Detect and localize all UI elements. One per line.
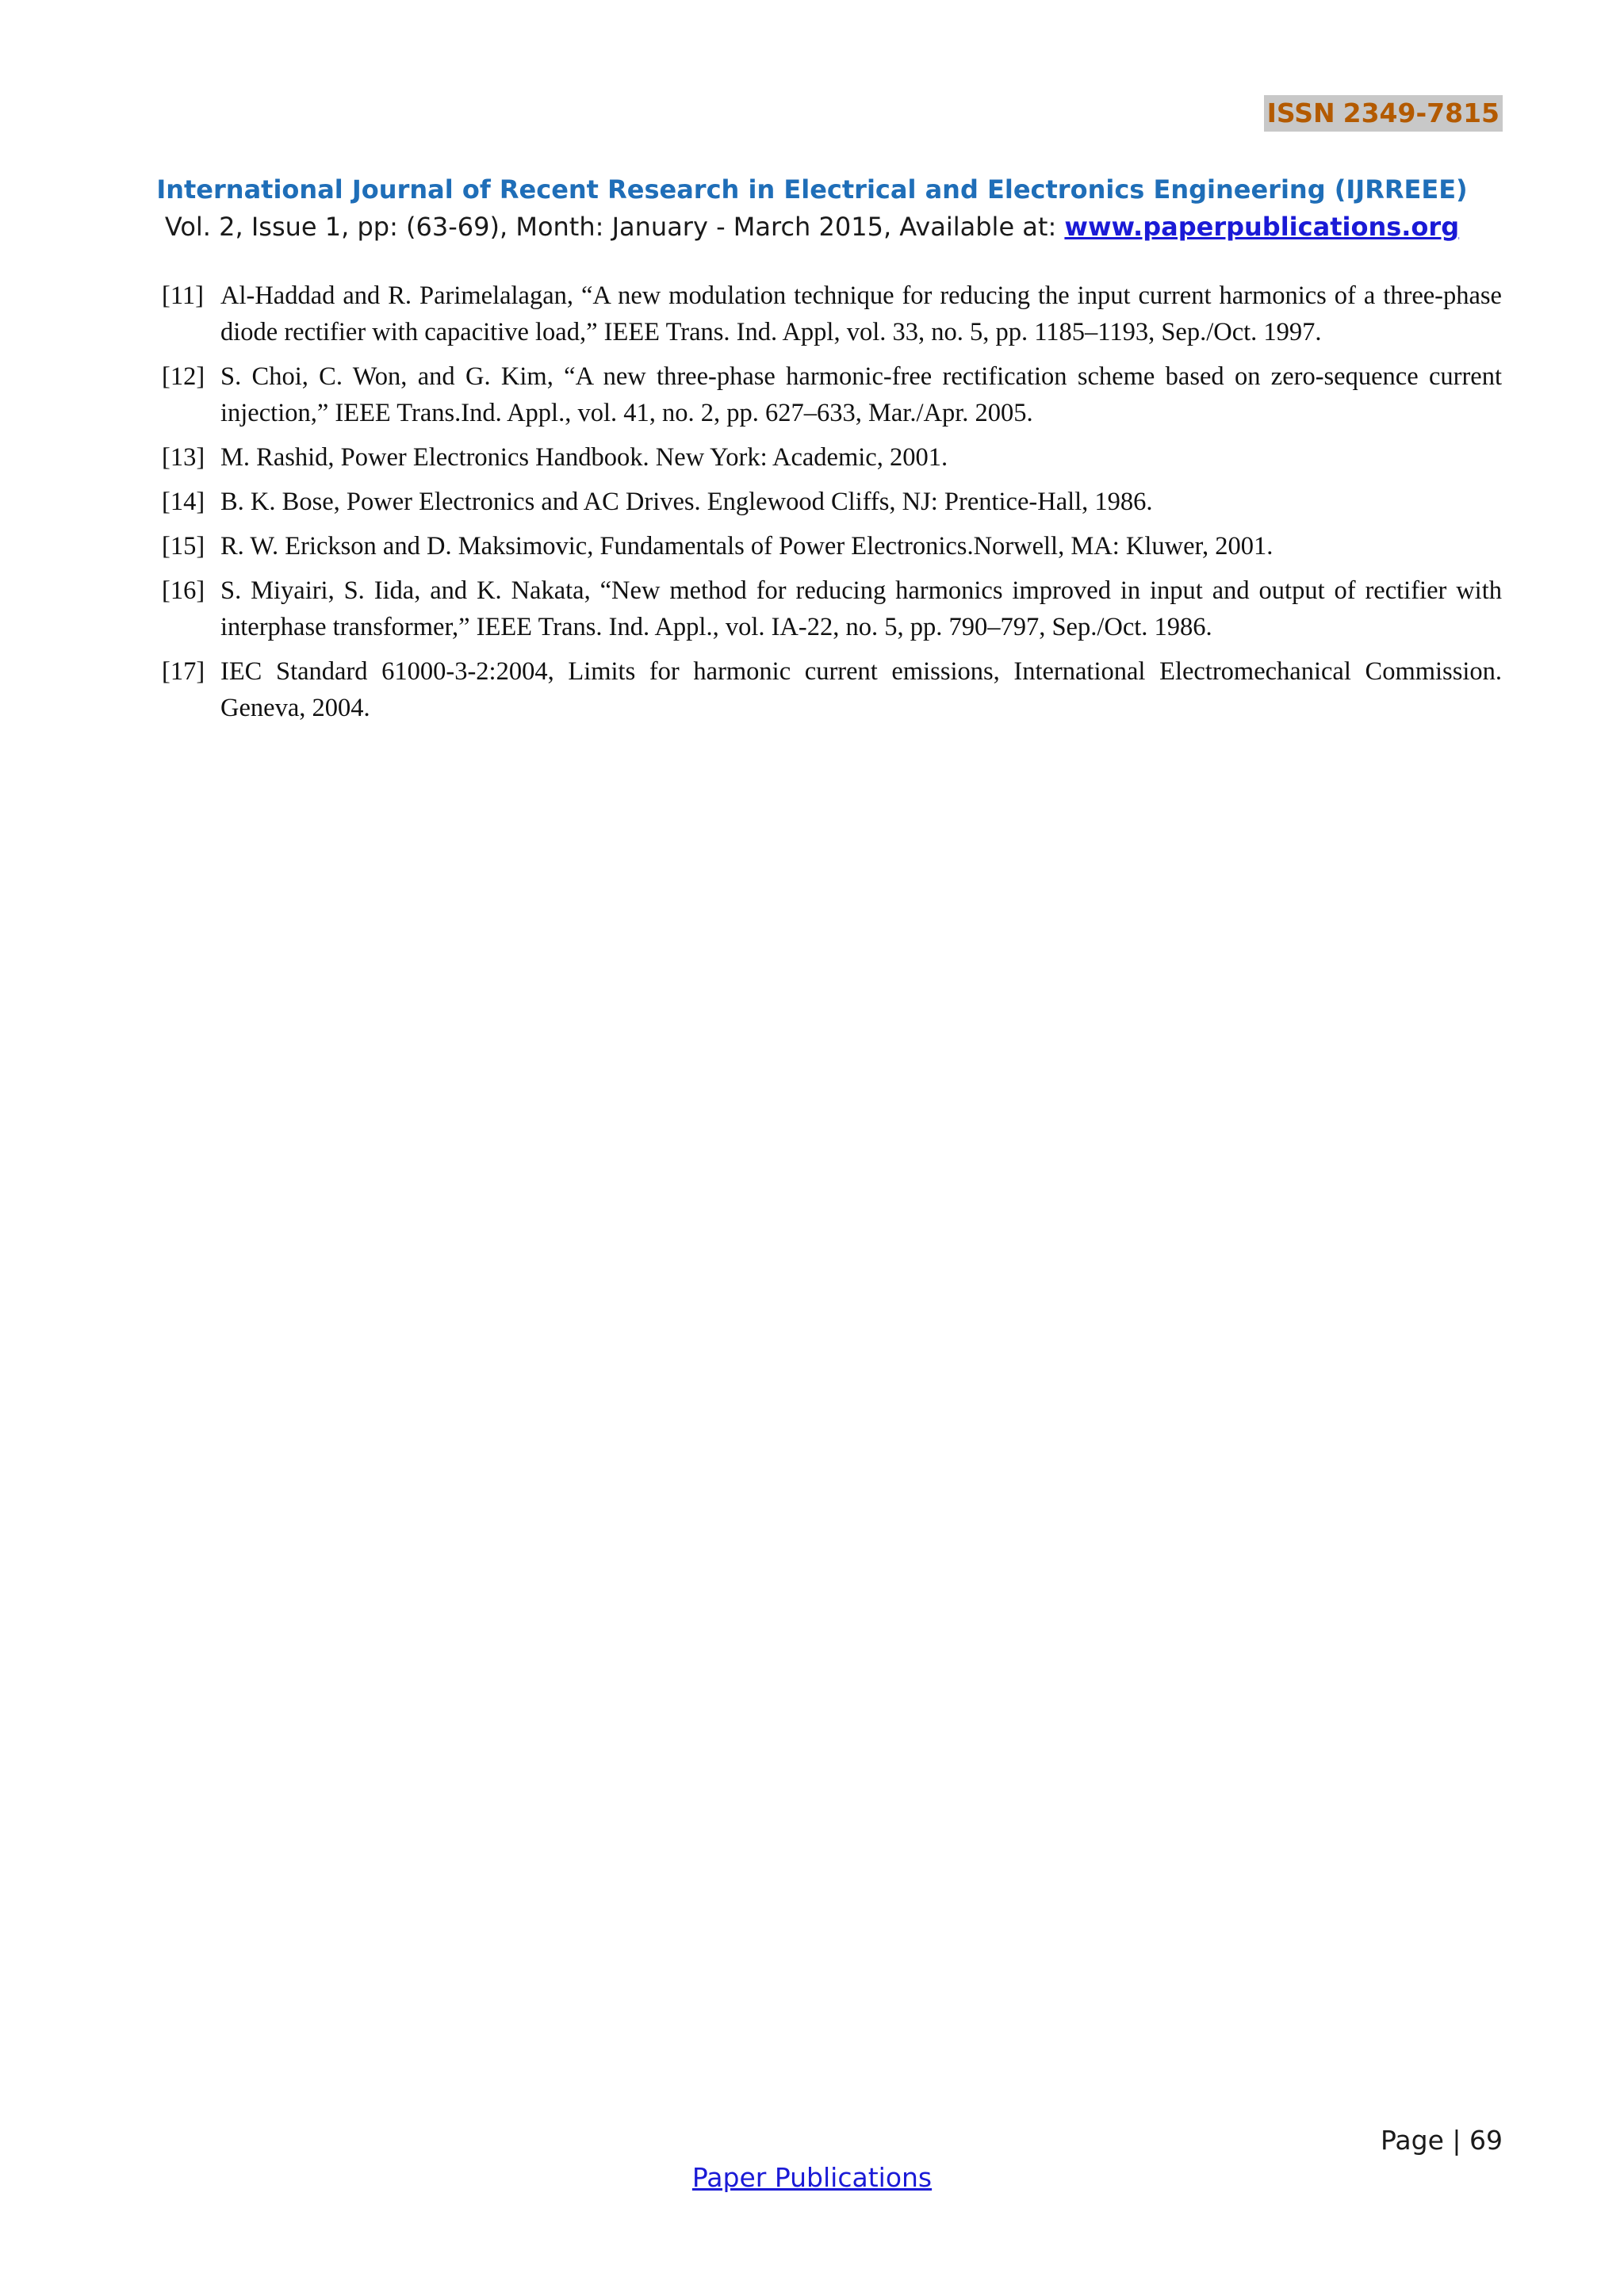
reference-item: [162, 358, 1502, 431]
publisher-link[interactable]: Paper Publications: [691, 2162, 933, 2193]
issn-label: ISSN: [1266, 98, 1335, 128]
reference-item: [162, 572, 1502, 645]
reference-number: [15]: [162, 532, 205, 561]
journal-meta: [0, 209, 1624, 244]
reference-number: [14]: [162, 488, 205, 516]
reference-text: IEC Standard 61000-3-2:2004, Limits for harmonic current emissions, International Electromechanical Commission. Geneva, 2004.: [220, 657, 1502, 722]
reference-item: [162, 653, 1502, 726]
reference-text: S. Miyairi, S. Iida, and K. Nakata, “New method for reducing harmonics improved in input and output of rectifier with interphase transformer,” IEEE Trans. Ind. Appl., vol. IA-22, no. 5, pp. 790–797, Sep./Oct. 1986.: [220, 576, 1502, 641]
reference-item: [162, 439, 1502, 476]
reference-text: Al-Haddad and R. Parimelalagan, “A new modulation technique for reducing the input current harmonics of a three-phase diode rectifier with capacitive load,” IEEE Trans. Ind. Appl, vol. 33, no. 5, pp. 1185–1193, Sep./Oct. 1997.: [220, 281, 1502, 346]
journal-title: International Journal of Recent Research in Electrical and Electronics Engineering (IJRREEE): [156, 174, 1468, 205]
issn-number: 2349-7815: [1342, 98, 1500, 128]
reference-number: [12]: [162, 362, 205, 391]
reference-list: [162, 277, 1502, 734]
journal-meta-text: Vol. 2, Issue 1, pp: (63-69), Month: January - March 2015, Available at:: [164, 212, 1065, 242]
reference-item: [162, 484, 1502, 520]
reference-number: [11]: [162, 281, 204, 310]
reference-number: [16]: [162, 576, 205, 605]
reference-item: [162, 277, 1502, 350]
reference-text: B. K. Bose, Power Electronics and AC Drives. Englewood Cliffs, NJ: Prentice-Hall, 1986.: [220, 488, 1153, 516]
journal-website-link[interactable]: www.paperpublications.org: [1064, 212, 1460, 242]
reference-text: S. Choi, C. Won, and G. Kim, “A new three-phase harmonic-free rectification scheme based on zero-sequence current injection,” IEEE Trans.Ind. Appl., vol. 41, no. 2, pp. 627–633, Mar./Apr. 2005.: [220, 362, 1502, 427]
reference-text: M. Rashid, Power Electronics Handbook. New York: Academic, 2001.: [220, 443, 948, 472]
page-number: Page | 69: [1381, 2125, 1503, 2156]
reference-text: R. W. Erickson and D. Maksimovic, Fundamentals of Power Electronics.Norwell, MA: Kluwer, 2001.: [220, 532, 1274, 561]
reference-number: [17]: [162, 657, 205, 686]
issn-badge: [1264, 95, 1503, 132]
reference-item: [162, 528, 1502, 564]
reference-number: [13]: [162, 443, 205, 472]
